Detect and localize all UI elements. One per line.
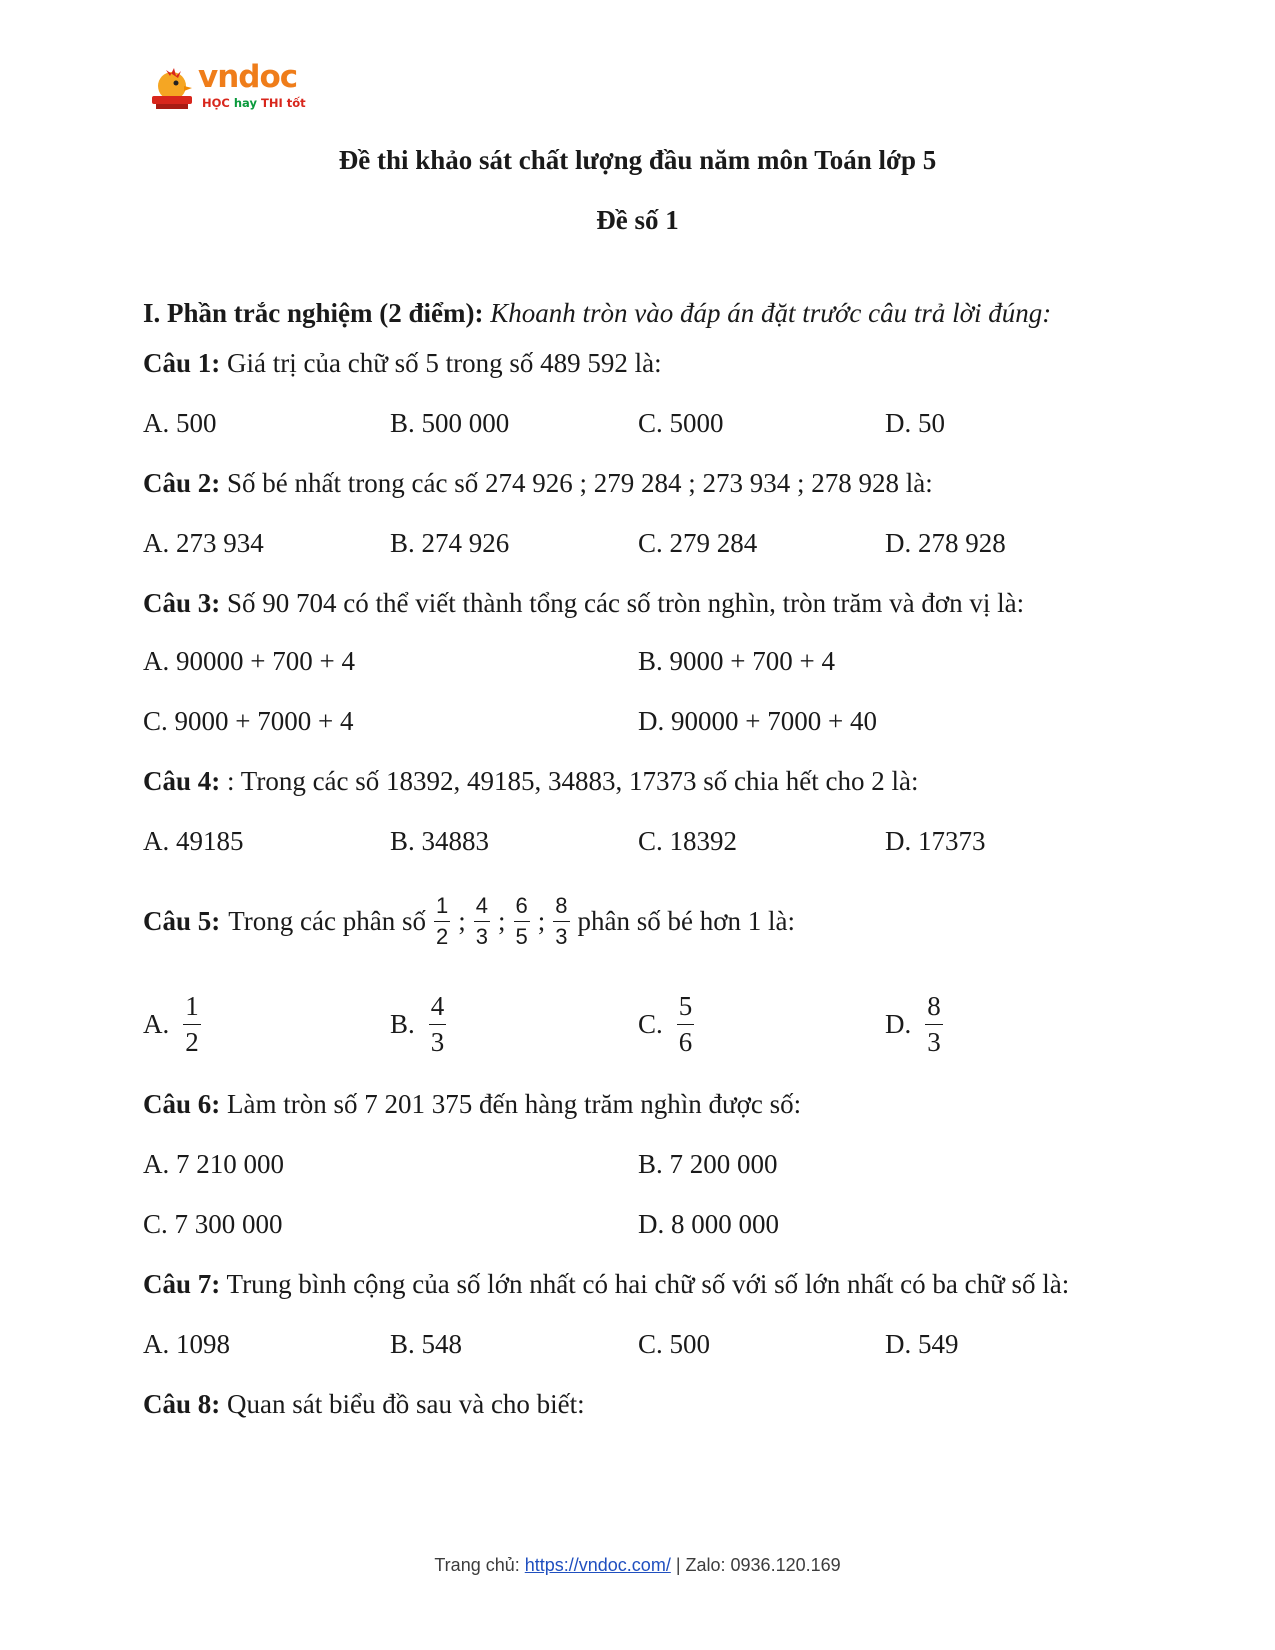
question-text: Số 90 704 có thể viết thành tổng các số tròn nghìn, tròn trăm và đơn vị là: [227,588,1025,618]
fraction: $\frac{4}{3}$ [430,991,445,1057]
answer-option[interactable]: A. $\frac{1}{2}$ [143,991,199,1057]
answer-option[interactable]: C. 18392 [638,826,738,856]
question-1 [143,350,662,377]
answer-option[interactable]: C. 500 [638,1329,711,1359]
answer-option[interactable]: C. 7 300 000 [143,1209,283,1239]
question-5 [143,895,795,948]
answer-option[interactable]: A. 7 210 000 [143,1149,284,1179]
answer-option[interactable]: A. 1098 [143,1329,230,1359]
rooster-icon [148,62,196,112]
answer-option[interactable]: D. 17373 [885,826,986,856]
question-text: Quan sát biểu đồ sau và cho biết: [227,1389,585,1419]
question-4 [143,768,918,795]
answer-option[interactable]: A. 273 934 [143,528,264,558]
footer-contact: | Zalo: 0936.120.169 [670,1555,841,1575]
page-title: Đề thi khảo sát chất lượng đầu năm môn Toán lớp 5 [338,145,937,175]
question-6 [143,1091,801,1118]
section-title: I. Phần trắc nghiệm (2 điểm): [143,298,484,328]
answer-option[interactable]: B. 9000 + 700 + 4 [638,646,835,676]
fraction: $\frac{1}{2}$ [436,893,449,949]
answer-option[interactable]: B. 500 000 [390,408,510,438]
brand-name: vndoc [198,59,298,95]
separator: ; [498,906,506,936]
vndoc-logo [148,59,308,118]
question-label: Câu 5: [143,906,221,936]
question-2 [143,470,933,497]
answer-option[interactable]: B. 548 [390,1329,463,1359]
fraction: $\frac{4}{3}$ [475,893,489,949]
answer-option[interactable]: A. 49185 [143,826,244,856]
fraction: $\frac{5}{6}$ [678,991,693,1057]
answer-option[interactable]: D. 90000 + 7000 + 40 [638,706,877,736]
brand-slogan: HỌC hay THI tốt [202,96,306,110]
answer-option[interactable]: A. 90000 + 700 + 4 [143,646,355,676]
fraction: $\frac{1}{2}$ [185,991,199,1057]
answer-option[interactable]: D. 8 000 000 [638,1209,779,1239]
footer-prefix: Trang chủ: [434,1555,525,1575]
answer-option[interactable]: A. 500 [143,408,217,438]
section-instruction: Khoanh tròn vào đáp án đặt trước câu trả lời đúng: [490,298,1052,328]
fraction: $\frac{6}{5}$ [515,893,528,949]
question-3 [143,590,1024,617]
homepage-link[interactable]: https://vndoc.com/ [524,1555,671,1575]
section-heading [143,300,1051,327]
question-7 [143,1271,1069,1298]
answer-option[interactable]: B. $\frac{4}{3}$ [390,991,445,1057]
question-text: phân số bé hơn 1 là: [577,906,796,936]
fraction: $\frac{8}{3}$ [555,893,568,949]
answer-option[interactable]: D. 278 928 [885,528,1006,558]
exam-number: Đề số 1 [596,205,679,235]
answer-option[interactable]: B. 7 200 000 [638,1149,778,1179]
answer-option[interactable]: C. 279 284 [638,528,758,558]
question-text: Số bé nhất trong các số 274 926 ; 279 284 ; 273 934 ; 278 928 là: [227,468,933,498]
question-label: Câu 7: [143,1269,221,1299]
fraction: $\frac{8}{3}$ [927,991,941,1057]
answer-option[interactable]: C. 9000 + 7000 + 4 [143,706,354,736]
question-text: Giá trị của chữ số 5 trong số 489 592 là: [227,348,662,378]
question-label: Câu 8: [143,1389,221,1419]
answer-option[interactable]: D. 549 [885,1329,959,1359]
answer-option[interactable]: C. 5000 [638,408,724,438]
question-label: Câu 6: [143,1089,221,1119]
page-footer [0,1555,1275,1576]
answer-option[interactable]: D. 50 [885,408,945,438]
question-text: : Trong các số 18392, 49185, 34883, 17373 số chia hết cho 2 là: [227,766,919,796]
question-text: Trung bình cộng của số lớn nhất có hai chữ số với số lớn nhất có ba chữ số là: [226,1269,1070,1299]
question-label: Câu 4: [143,766,221,796]
question-label: Câu 3: [143,588,221,618]
separator: ; [537,906,546,936]
answer-option[interactable]: C. $\frac{5}{6}$ [638,991,693,1057]
answer-option[interactable]: D. $\frac{8}{3}$ [885,991,941,1057]
answer-option[interactable]: B. 274 926 [390,528,510,558]
question-label: Câu 1: [143,348,221,378]
question-text: Làm tròn số 7 201 375 đến hàng trăm nghìn được số: [227,1089,802,1119]
question-text: Trong các phân số [228,906,426,936]
question-8 [143,1391,585,1418]
separator: ; [458,906,466,936]
answer-option[interactable]: B. 34883 [390,826,490,856]
question-label: Câu 2: [143,468,221,498]
